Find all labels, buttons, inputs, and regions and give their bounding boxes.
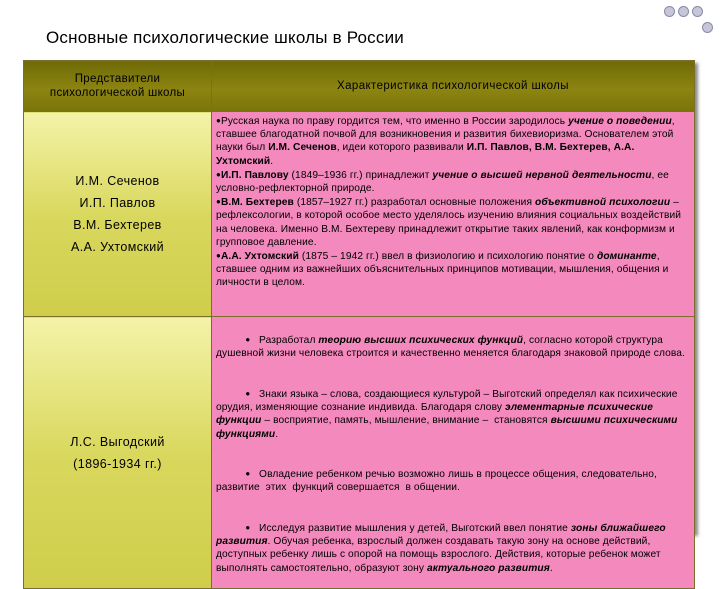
text: (1875 – 1942 гг.) ввел в физиологию и психологию понятие о [298, 251, 597, 263]
representatives-cell [24, 317, 212, 589]
paragraph [216, 249, 688, 290]
text: Исследуя развитие мышления у детей, Выготский ввел понятие [250, 523, 571, 535]
text: , согласно которой структура душевной жизни человека строится и качественно меняется благодаря знаковой природе слова. [216, 335, 685, 360]
paragraph [216, 195, 688, 249]
text: , ставшее одним из важнейших объяснительных принципов мотивации, мышления, общения и личности в целом. [216, 251, 669, 289]
header-characteristic: Характеристика психологической школы [212, 61, 695, 112]
circle-icon [702, 22, 713, 33]
representatives-cell [24, 112, 212, 317]
characteristic-cell [212, 112, 695, 317]
text: , ставшее благодатной почвой для возникновения и развития бихевиоризма. Основателем этой науки был [216, 116, 675, 154]
term: доминанте [596, 251, 657, 263]
circle-icon [692, 6, 703, 17]
person-name: И.П. Павлову [220, 169, 289, 181]
text: . Обучая ребенка, взрослый должен создавать такую зону на основе действий, доступных ребенку лишь с опорой на помощь взрослого. Действия, которые ребенок может выполнять самостоятельно, образуют зону [216, 536, 664, 574]
text: (1849–1936 гг.) принадлежит [288, 169, 433, 181]
text: – рефлексологии, в которой особое место уделялось изучению влияния социальных воздействий на человека. Именно В.М. Бехтереву принадлежит открытие таких явлений, как конформизм и групповое давление. [216, 197, 682, 248]
representative-name: Л.С. Выгодский [70, 434, 165, 449]
person-names: И.П. Павлов, В.М. Бехтерев, А.А. Ухтомский [216, 142, 635, 167]
paragraph [216, 508, 688, 588]
header-line: психологической школы [49, 87, 186, 99]
table-row [24, 317, 695, 589]
paragraph [216, 114, 688, 168]
term: актуального развития [426, 562, 550, 574]
person-name: В.М. Бехтерев [220, 197, 294, 209]
page-title: Основные психологические школы в России [46, 28, 404, 47]
paragraph [216, 454, 688, 508]
paragraph [216, 320, 688, 374]
representative-name: А.А. Ухтомский [71, 240, 164, 254]
header-line: Представители [74, 73, 161, 85]
person-name: И.М. Сеченов [268, 142, 337, 154]
characteristic-cell [212, 317, 695, 589]
text: (1857–1927 гг.) разработал основные положения [293, 197, 536, 209]
bullet-icon: ● [245, 335, 251, 345]
text: Разработал [250, 335, 319, 347]
schools-table [23, 60, 695, 574]
paragraph [216, 168, 688, 195]
bullet-icon: ● [216, 169, 221, 179]
text: Русская наука по праву гордится тем, что именно в России зародилось [220, 116, 569, 127]
term: высшими психическими функциями [216, 415, 681, 440]
text: . [549, 562, 553, 574]
term: учение о высшей нервной деятельности [432, 169, 652, 181]
term: теорию высших психических функций [318, 335, 524, 347]
circle-icon [678, 6, 689, 17]
representative-name: И.М. Сеченов [75, 174, 160, 188]
term: зоны ближайшего развития [216, 523, 669, 548]
paragraph [216, 374, 688, 454]
table-row [24, 112, 695, 317]
text: , ее условно-рефлекторной природе. [216, 169, 669, 195]
representative-name: И.П. Павлов [79, 196, 156, 210]
bullet-icon: ● [245, 389, 251, 399]
bullet-icon: ● [216, 197, 221, 207]
text: – восприятие, память, мышление, внимание – становятся [261, 415, 551, 427]
text: Овладение ребенком речью возможно лишь в процессе общения, следовательно, развитие этих функций совершается в общении. [216, 469, 660, 494]
representative-years: (1896-1934 гг.) [73, 456, 162, 471]
decorative-circles [656, 2, 716, 42]
bullet-icon: ● [216, 116, 221, 125]
text: Знаки языка – слова, создающиеся культурой – Выготский определял как психические орудия, изменяющие сознание индивида. Благодаря слову [216, 389, 681, 414]
text: . [270, 155, 274, 167]
representative-name: В.М. Бехтерев [73, 218, 162, 232]
circle-icon [664, 6, 675, 17]
bullet-icon: ● [245, 469, 251, 479]
term: учение о поведении [568, 116, 672, 127]
bullet-icon: ● [245, 523, 251, 533]
term: объективной психологии [535, 197, 671, 209]
text: . [275, 428, 279, 440]
table-header-row [24, 61, 695, 112]
header-representatives [24, 61, 212, 112]
term: элементарные психические функции [216, 402, 656, 427]
person-name: А.А. Ухтомский [220, 251, 299, 263]
text: , идеи которого развивали [336, 142, 467, 154]
bullet-icon: ● [216, 251, 221, 261]
